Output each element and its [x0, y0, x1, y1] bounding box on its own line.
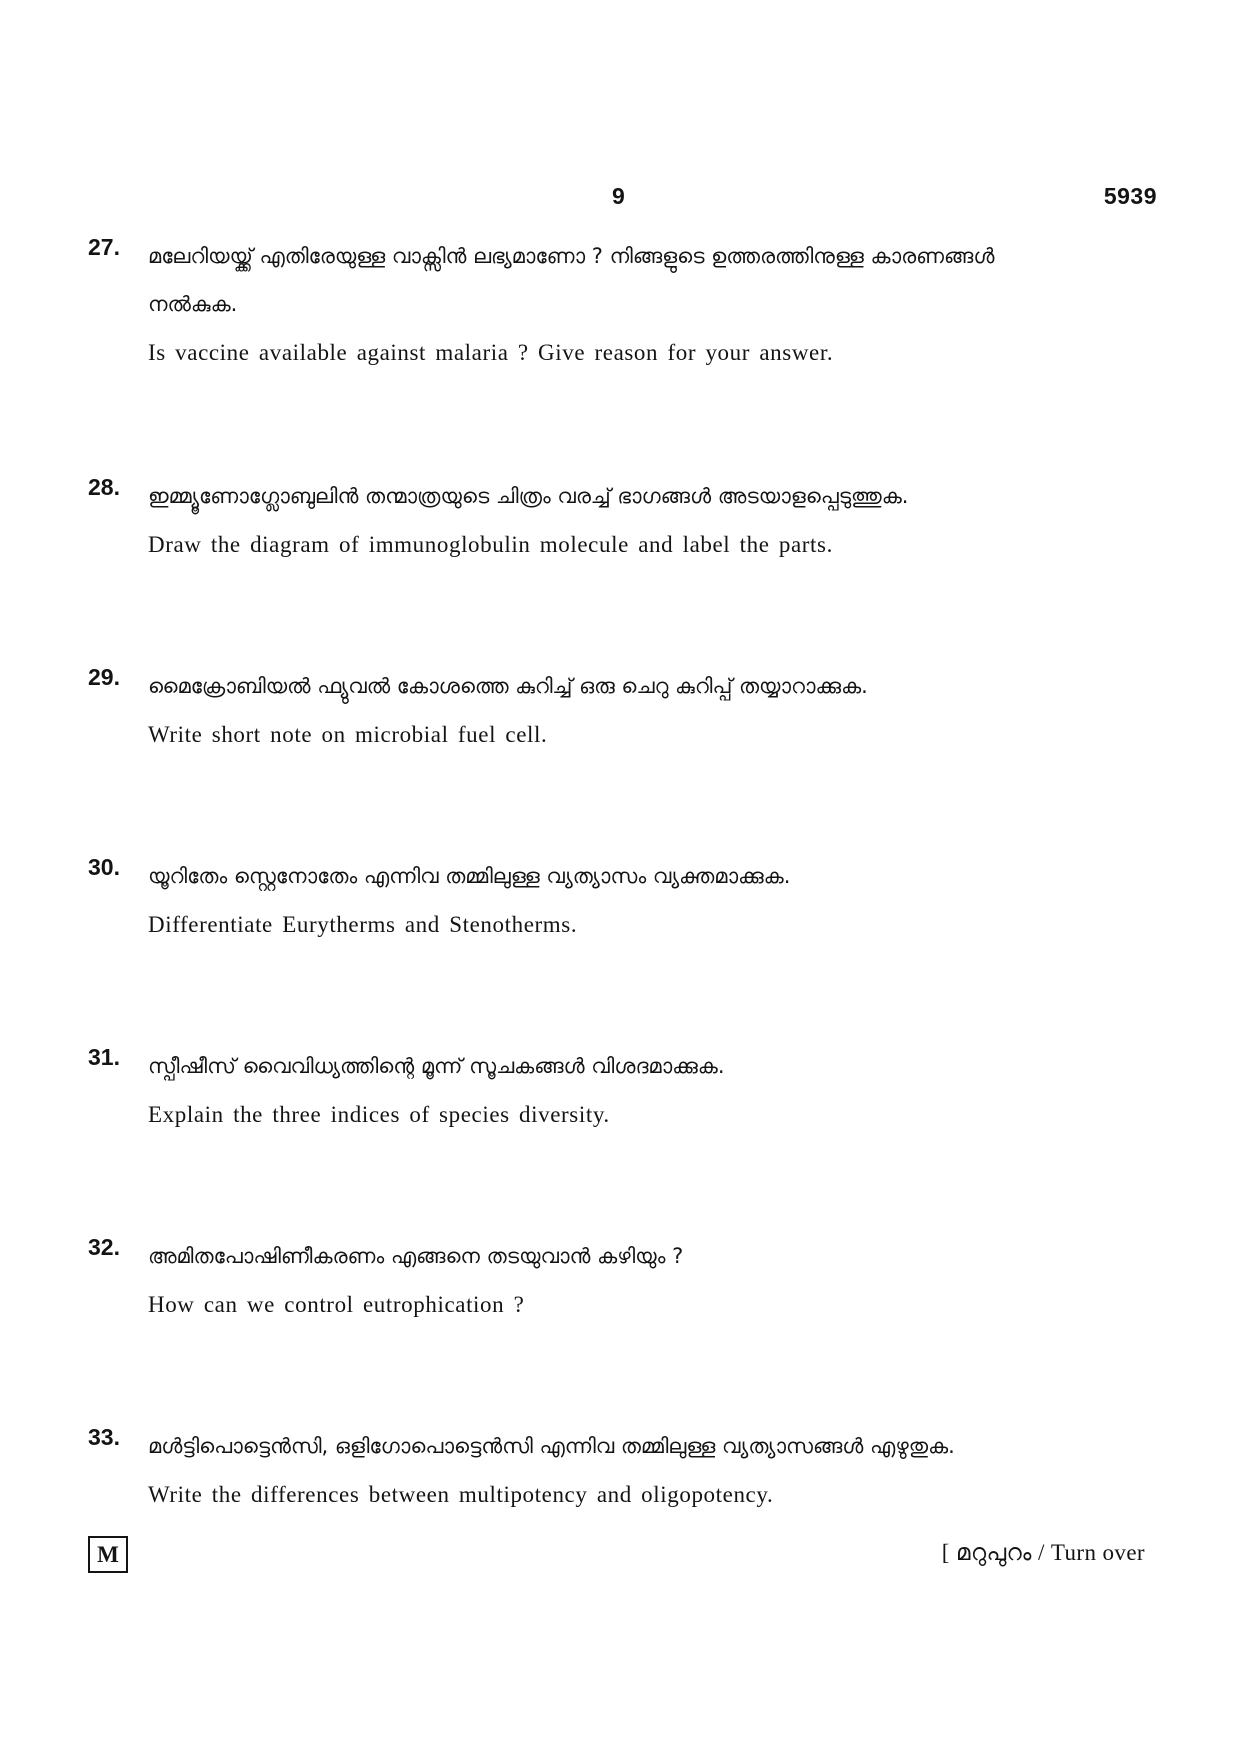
question-text-malayalam: മലേറിയയ്ക്ക് എതിരേയുള്ള വാക്സിൻ ലഭ്യമാണോ ? നിങ്ങളുടെ ഉത്തരത്തിനുള്ള കാരണങ്ങൾ നൽകുക. [148, 244, 995, 316]
page-number: 9 [612, 183, 625, 209]
question-text-malayalam: മൈക്രോബിയൽ ഫ്യുവൽ കോശത്തെ കുറിച്ച് ഒരു ചെറു കുറിപ്പ് തയ്യാറാക്കുക. [148, 674, 868, 698]
question-text-malayalam: യൂറിതേം സ്റ്റെനോതേം എന്നിവ തമ്മിലുള്ള വ്യത്യാസം വ്യക്തമാക്കുക. [148, 864, 791, 888]
question-33 [88, 1422, 1148, 1512]
question-text-malayalam: മൾട്ടിപൊട്ടെൻസി, ഒളിഗോപൊട്ടെൻസി എന്നിവ തമ്മിലുള്ള വ്യത്യാസങ്ങൾ എഴുതുക. [148, 1434, 955, 1458]
question-number: 27. [88, 234, 120, 260]
question-text-english: How can we control eutrophication ? [148, 1292, 525, 1317]
question-number: 32. [88, 1234, 120, 1260]
question-28 [88, 472, 1148, 562]
question-text-english: Write short note on microbial fuel cell. [148, 722, 548, 747]
question-text-english: Draw the diagram of immunoglobulin molecule and label the parts. [148, 532, 833, 557]
question-number: 30. [88, 854, 120, 880]
question-text-malayalam: ഇമ്മ്യൂണോഗ്ലോബുലിൻ തന്മാത്രയുടെ ചിത്രം വരച്ച് ഭാഗങ്ങൾ അടയാളപ്പെടുത്തുക. [148, 484, 909, 508]
question-text-english: Explain the three indices of species diversity. [148, 1102, 610, 1127]
series-code-box: M [88, 1536, 128, 1573]
question-text-english: Is vaccine available against malaria ? Give reason for your answer. [148, 340, 834, 365]
question-number: 29. [88, 664, 120, 690]
question-text-malayalam: അമിതപോഷിണീകരണം എങ്ങനെ തടയുവാൻ കഴിയും ? [148, 1244, 684, 1268]
question-32 [88, 1232, 1148, 1322]
paper-code: 5939 [1103, 183, 1157, 209]
question-27 [88, 232, 1148, 372]
question-text-english: Write the differences between multipotency and oligopotency. [148, 1482, 774, 1507]
question-text-english: Differentiate Eurytherms and Stenotherms. [148, 912, 578, 937]
question-29 [88, 662, 1148, 752]
question-number: 28. [88, 474, 120, 500]
question-31 [88, 1042, 1148, 1132]
question-30 [88, 852, 1148, 942]
turn-over-note: [ മറുപുറം / Turn over [941, 1540, 1145, 1565]
question-number: 33. [88, 1424, 120, 1450]
question-number: 31. [88, 1044, 120, 1070]
question-text-malayalam: സ്പീഷീസ് വൈവിധ്യത്തിന്റെ മൂന്ന് സൂചകങ്ങൾ വിശദമാക്കുക. [148, 1054, 725, 1078]
